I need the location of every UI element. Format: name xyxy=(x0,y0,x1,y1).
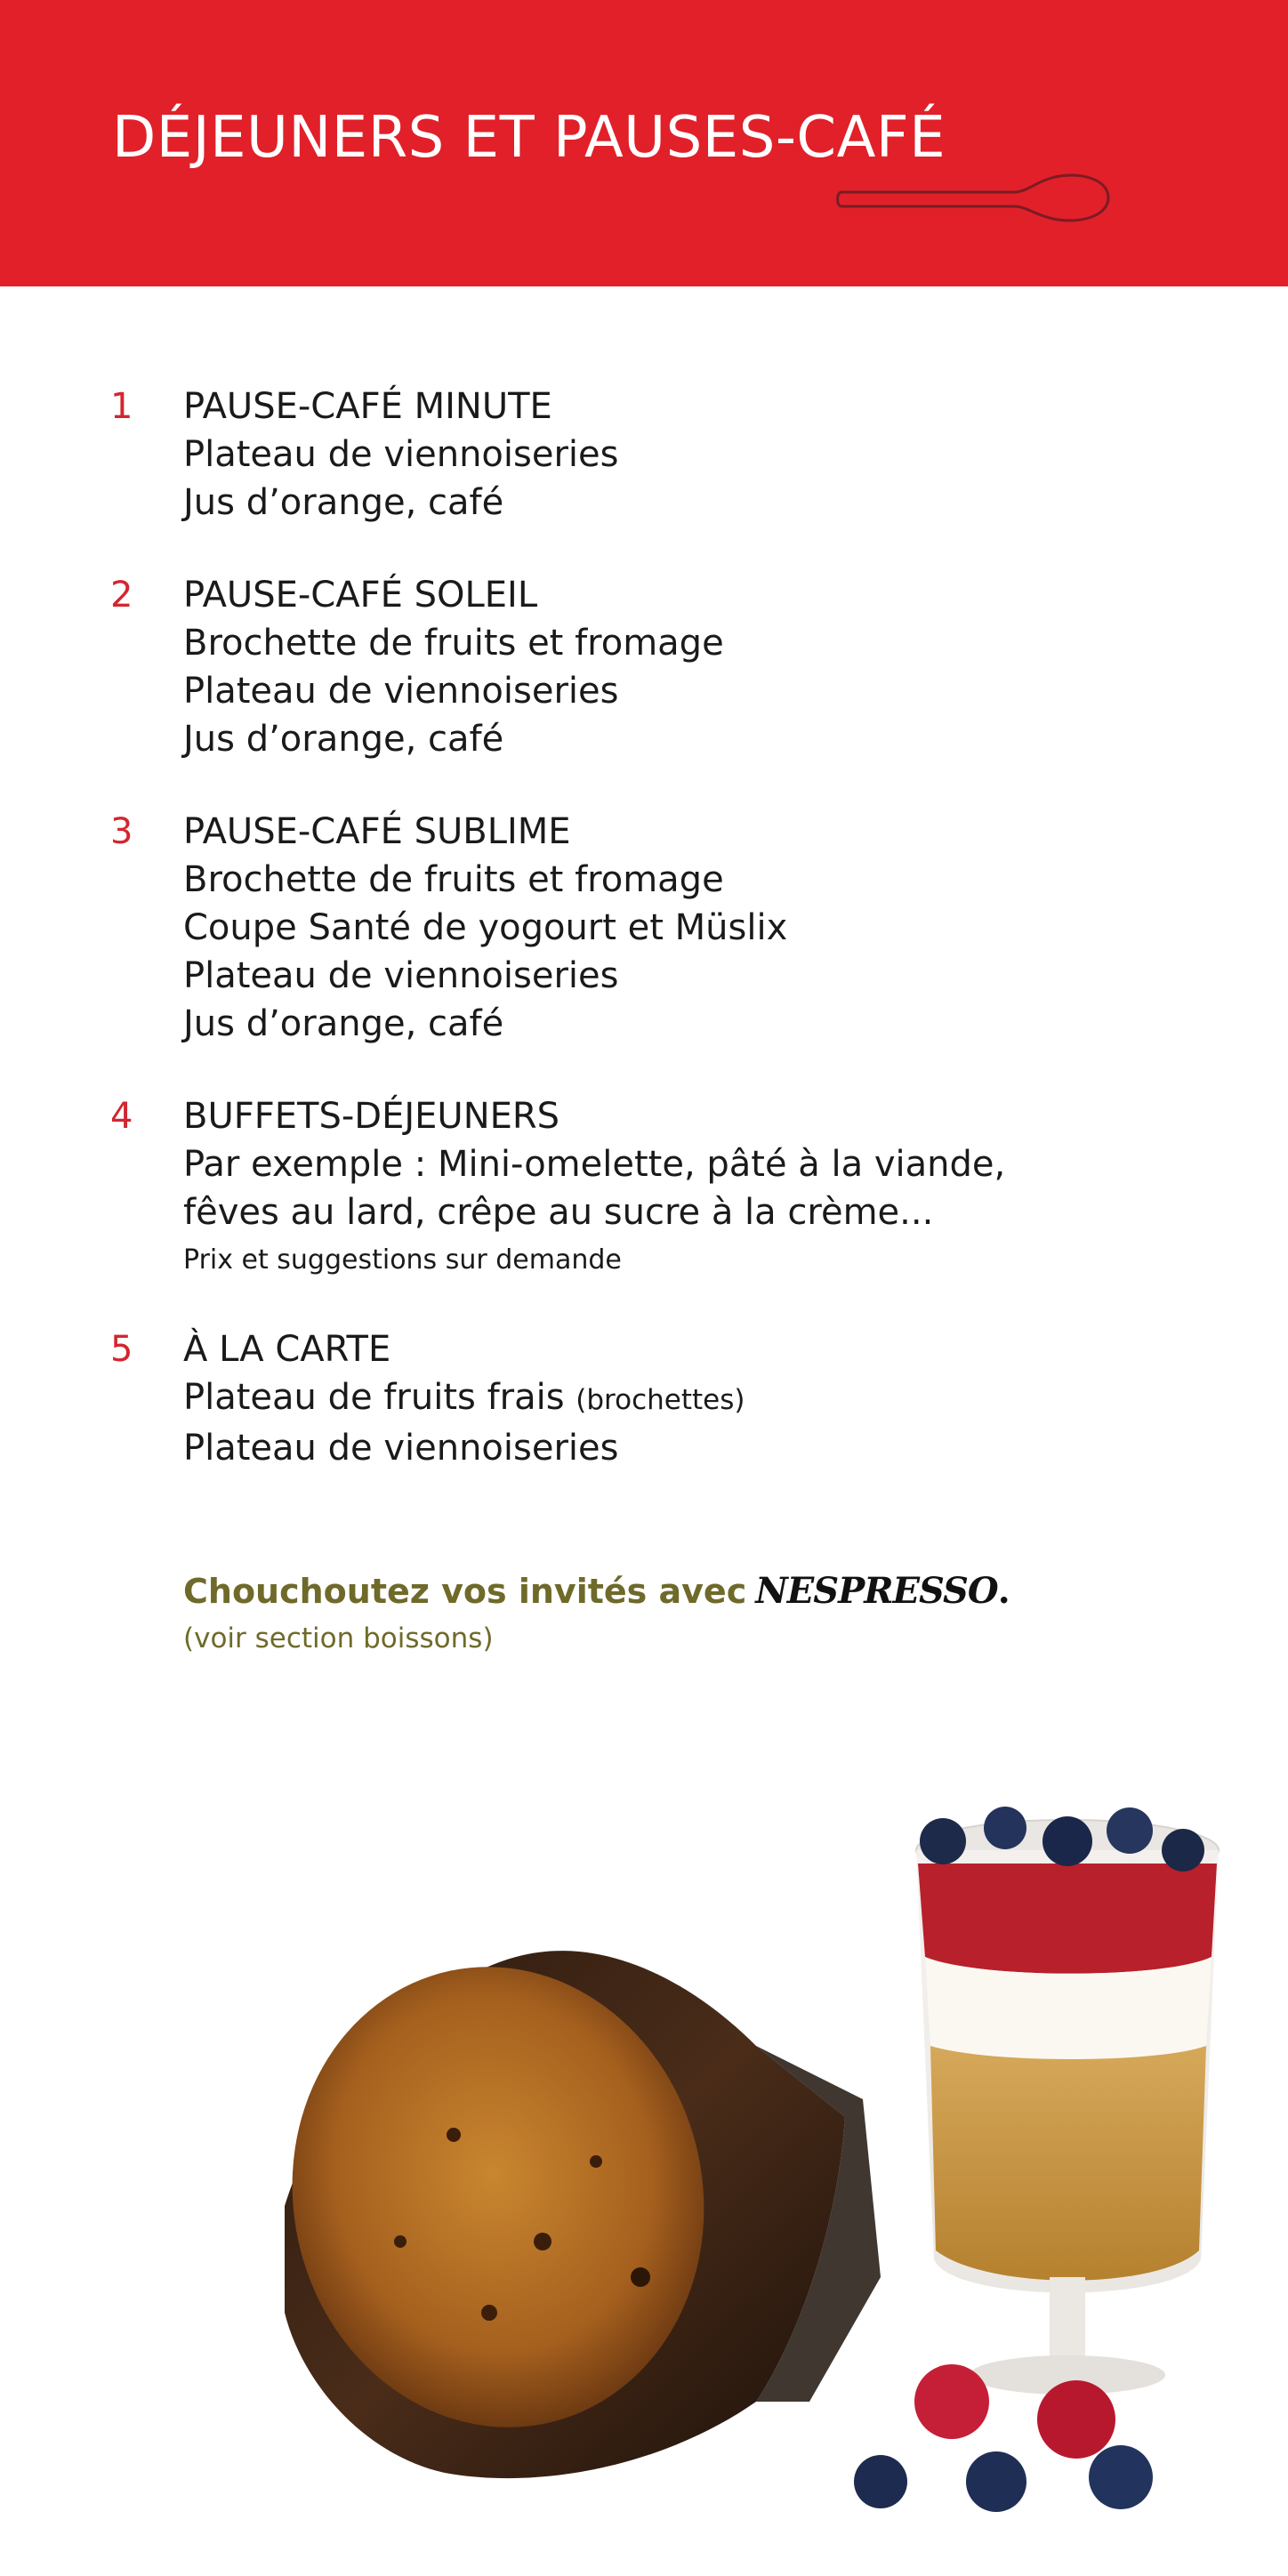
menu-item-line: Par exemple : Mini-omelette, pâté à la viande, xyxy=(183,1144,1006,1185)
menu-item-line-main: Plateau de fruits frais xyxy=(183,1377,576,1418)
page-title: DÉJEUNERS ET PAUSES-CAFÉ xyxy=(112,105,946,171)
menu-item-title: PAUSE-CAFÉ SUBLIME xyxy=(183,811,571,852)
food-photo xyxy=(222,1779,1245,2576)
menu-number: 4 xyxy=(110,1096,133,1137)
menu-list xyxy=(0,382,1288,1517)
menu-number: 1 xyxy=(110,386,133,427)
nespresso-logo-text: NESPRESSO xyxy=(755,1570,998,1612)
menu-item-line-note: (brochettes) xyxy=(576,1384,745,1416)
menu-number: 3 xyxy=(110,811,133,852)
menu-number: 5 xyxy=(110,1329,133,1370)
nespresso-promo xyxy=(183,1570,1010,1654)
menu-item-line: Brochette de fruits et fromage xyxy=(183,623,724,664)
menu-item-line: Coupe Santé de yogourt et Müslix xyxy=(183,907,788,948)
spoon-icon xyxy=(836,171,1112,242)
menu-item-line: Brochette de fruits et fromage xyxy=(183,859,724,900)
menu-item-title: PAUSE-CAFÉ MINUTE xyxy=(183,386,552,427)
menu-section-5 xyxy=(0,1325,1288,1472)
menu-item-title: BUFFETS-DÉJEUNERS xyxy=(183,1096,560,1137)
promo-subtext: (voir section boissons) xyxy=(183,1622,494,1654)
menu-item-line: Plateau de viennoiseries xyxy=(183,671,619,712)
menu-section-2 xyxy=(0,571,1288,763)
menu-item-line xyxy=(183,1373,1288,1424)
menu-item-title: À LA CARTE xyxy=(183,1329,391,1370)
menu-item-line: Plateau de viennoiseries xyxy=(183,434,619,475)
parfait-image xyxy=(916,1807,1219,2395)
menu-section-3 xyxy=(0,808,1288,1048)
menu-item-title: PAUSE-CAFÉ SOLEIL xyxy=(183,575,538,616)
nespresso-logo-dot: . xyxy=(997,1570,1010,1612)
menu-section-1 xyxy=(0,382,1288,527)
menu-item-line: Plateau de viennoiseries xyxy=(183,1428,619,1469)
menu-number: 2 xyxy=(110,575,133,616)
nespresso-logo xyxy=(755,1570,1009,1612)
menu-item-line: Plateau de viennoiseries xyxy=(183,955,619,996)
menu-item-line: Jus d’orange, café xyxy=(183,482,504,523)
menu-section-4 xyxy=(0,1092,1288,1281)
menu-item-note: Prix et suggestions sur demande xyxy=(183,1244,622,1276)
promo-line xyxy=(183,1570,1010,1612)
menu-item-line: Jus d’orange, café xyxy=(183,1003,504,1044)
promo-text: Chouchoutez vos invités avec xyxy=(183,1571,747,1611)
muffin-image xyxy=(250,1928,881,2478)
page-header xyxy=(0,0,1288,286)
menu-item-line: Jus d’orange, café xyxy=(183,719,504,760)
menu-item-line: fêves au lard, crêpe au sucre à la crème... xyxy=(183,1192,934,1233)
